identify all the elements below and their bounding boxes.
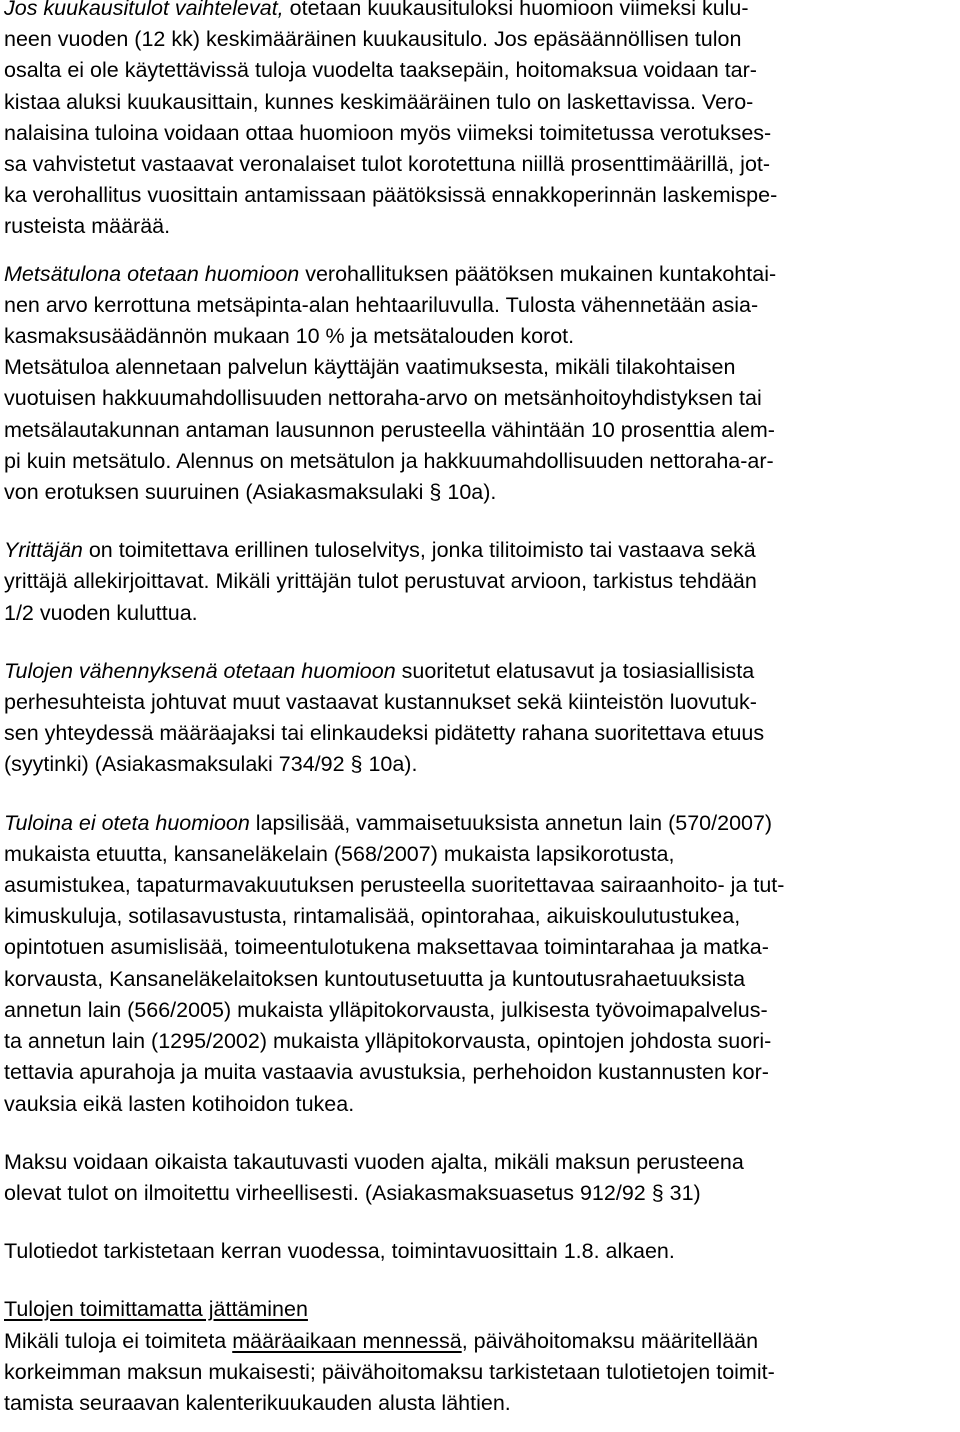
spacer [4,1267,960,1294]
paragraph-income-variation [4,0,960,243]
paragraph-forest-income [4,259,960,353]
paragraph-income-not-submitted [4,1326,960,1420]
paragraph-entrepreneur [4,535,960,629]
text-deadline-underlined: määräaikaan mennessä [232,1328,462,1353]
spacer [4,781,960,808]
spacer [4,629,960,656]
paragraph-income-deductions [4,656,960,781]
emphasis-income-variation: Jos kuukausitulot vaihtelevat, [4,0,284,20]
text-fee-correction: Maksu voidaan oikaista takautuvasti vuoden ajalta, mikäli maksun perusteena olevat tulot on ilmoitettu virheellisesti. (Asiakasmaksuasetus 912/92 § 31) [4,1149,744,1205]
paragraph-income-review [4,1236,960,1267]
paragraph-fee-correction [4,1147,960,1209]
text-income-deductions: suoritetut elatusavut ja tosiasiallisista perhesuhteista johtuvat muut vastaavat kustannukset sekä kiinteistön luovutuk- sen yhteydessä määräajaksi tai elinkaudeksi pidätetty rahana suoritettava etuus (syytinki) (Asiakasmaksulaki 734/92 § 10a). [4,658,765,777]
heading-income-not-submitted: Tulojen toimittamatta jättäminen [4,1297,308,1322]
text-income-not-submitted-before: Mikäli tuloja ei toimiteta [4,1328,233,1353]
paragraph-excluded-income [4,808,960,1120]
spacer [4,243,960,259]
text-income-variation: otetaan kuukausituloksi huomioon viimeksi kulu- neen vuoden (12 kk) keskimääräinen kuukausitulo. Jos epäsäännöllisen tulon osalta ei ole käytettävissä tuloja vuodelta taaksepäin, hoitomaksua voidaan tar- kistaa aluksi kuukausittain, kunnes keskimääräinen tulo on laskettavissa. Vero- nalaisina tuloina voidaan ottaa huomioon myös viimeksi toimitetussa verotukses- sa vahvistetut vastaavat veronalaiset tulot korotettuna niillä prosenttimäärillä, jot- ka verohallitus vuosittain antamissaan päätöksissä ennakkoperinnän laskemispe- rusteista määrää. [4,0,778,239]
emphasis-forest-income: Metsätulona otetaan huomioon [4,261,300,286]
emphasis-income-deductions: Tulojen vähennyksenä otetaan huomioon [4,658,396,683]
text-excluded-income: lapsilisää, vammaisetuuksista annetun lain (570/2007) mukaista etuutta, kansaneläkelain (568/2007) mukaista lapsikorotusta, asumistukea, tapaturmavakuutuksen perusteella suoritettavaa sairaanhoito- ja tut- kimuskuluja, sotilasavustusta, rintamalisää, opintorahaa, aikuiskoulutustukea, opintotuen asumislisää, toimeentulotukena maksettavaa toimintarahaa ja matka- korvausta, Kansaneläkelaitoksen kuntoutusetuutta ja kuntoutusrahaetuuksista annetun lain (566/2005) mukaista ylläpitokorvausta, julkisesta työvoimapalvelus- ta annetun lain (1295/2002) mukaista ylläpitokorvausta, opintojen johdosta suori- tettavia apurahoja ja muita vastaavia avustuksia, perhehoidon kustannusten kor- vauksia eikä lasten kotihoidon tukea. [4,810,785,1116]
text-entrepreneur: on toimitettava erillinen tuloselvitys, jonka tilitoimisto tai vastaava sekä yrittäjä allekirjoittavat. Mikäli yrittäjän tulot perustuvat arvioon, tarkistus tehdään 1/2 vuoden kuluttua. [4,538,757,625]
text-forest-income: verohallituksen päätöksen mukainen kuntakohtai- nen arvo kerrottuna metsäpinta-alan hehtaariluvulla. Tulosta vähennetään asia- kasmaksusäädännön mukaan 10 % ja metsätalouden korot. [4,261,777,349]
spacer [4,508,960,535]
spacer [4,1209,960,1236]
text-forest-income-reduction: Metsätuloa alennetaan palvelun käyttäjän vaatimuksesta, mikäli tilakohtaisen vuotuisen hakkuumahdollisuuden nettoraha-arvo on metsänhoitoyhdistyksen tai metsälautakunnan antaman lausunnon perusteella vähintään 10 prosenttia alem- pi kuin metsätulo. Alennus on metsätulon ja hakkuumahdollisuuden nettoraha-ar- von erotuksen suuruinen (Asiakasmaksulaki § 10a). [4,355,775,505]
paragraph-forest-income-reduction [4,352,960,508]
text-income-review: Tulotiedot tarkistetaan kerran vuodessa, toimintavuosittain 1.8. alkaen. [4,1239,675,1264]
emphasis-entrepreneur: Yrittäjän [4,538,83,563]
spacer [4,1120,960,1147]
emphasis-excluded-income: Tuloina ei oteta huomioon [4,810,250,835]
text-income-not-submitted-after: , päivähoitomaksu määritellään korkeimman maksun mukaisesti; päivähoitomaksu tarkistetaan tulotietojen toimit- tamista seuraavan kalenterikuukauden alusta lähtien. [4,1328,775,1415]
